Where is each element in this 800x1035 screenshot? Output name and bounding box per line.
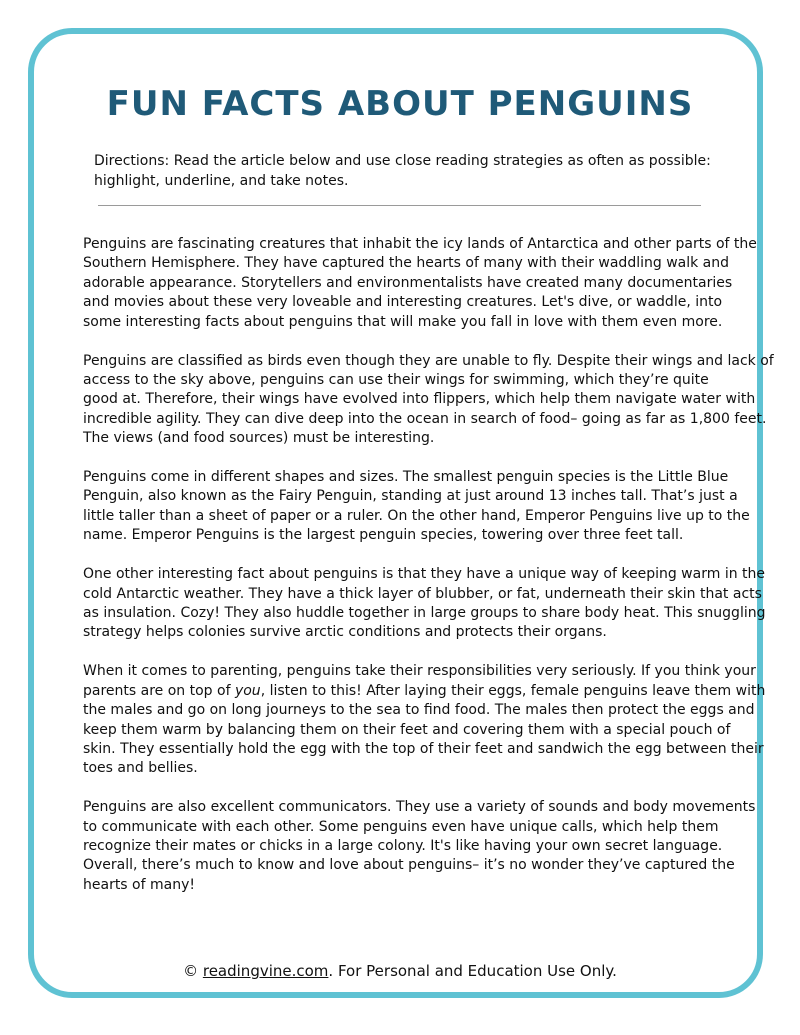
- article-body: [83, 235, 774, 915]
- text-line: incredible agility. They can dive deep into the ocean in search of food– going as far as 1,800 feet.: [83, 410, 767, 427]
- text-line: strategy helps colonies survive arctic conditions and protects their organs.: [83, 624, 607, 641]
- text-line: Penguins are classified as birds even though they are unable to fly. Despite their wings and lack of: [83, 352, 774, 369]
- text-line: some interesting facts about penguins that will make you fall in love with them even more.: [83, 313, 723, 330]
- text-line: The views (and food sources) must be interesting.: [83, 430, 435, 447]
- page-title: FUN FACTS ABOUT PENGUINS: [106, 84, 694, 124]
- text-line: Penguins are fascinating creatures that inhabit the icy lands of Antarctica and other parts of the: [83, 236, 757, 252]
- text-line: keep them warm by balancing them on their feet and covering them with a special pouch of: [83, 721, 731, 738]
- text-line: Penguins are also excellent communicators. They use a variety of sounds and body movements: [83, 799, 756, 816]
- paragraph-sizes: [83, 468, 750, 546]
- text-line: cold Antarctic weather. They have a thick layer of blubber, or fat, underneath their skin that acts: [83, 585, 762, 602]
- paragraph-parenting: [83, 662, 766, 778]
- text-line: When it comes to parenting, penguins take their responsibilities very seriously. If you think your: [83, 663, 756, 680]
- directions-text: [94, 151, 714, 191]
- emphasis-you: you: [234, 682, 261, 699]
- paragraph-communication: [83, 798, 756, 895]
- text-line: parents are on top of you, listen to this! After laying their eggs, female penguins leave them with: [83, 682, 766, 699]
- footer-prefix: ©: [183, 962, 203, 980]
- text-line: One other interesting fact about penguins is that they have a unique way of keeping warm in the: [83, 566, 766, 583]
- text-line: as insulation. Cozy! They also huddle together in large groups to share body heat. This snuggling: [83, 605, 766, 621]
- text-line: to communicate with each other. Some penguins even have unique calls, which help them: [83, 818, 719, 835]
- text-line: the males and go on long journeys to the sea to find food. The males then protect the eggs and: [83, 702, 755, 719]
- text-line: skin. They essentially hold the egg with the top of their feet and sandwich the egg between their: [83, 740, 764, 757]
- directions-line: Directions: Read the article below and use close reading strategies as often as possible:: [94, 153, 711, 169]
- footer-copyright: [0, 962, 800, 980]
- text-line: access to the sky above, penguins can use their wings for swimming, which they’re quite: [83, 371, 709, 388]
- paragraph-intro: [83, 235, 757, 332]
- text-line: Overall, there’s much to know and love about penguins– it’s no wonder they’ve captured the: [83, 857, 735, 874]
- text-line: name. Emperor Penguins is the largest penguin species, towering over three feet tall.: [83, 527, 684, 544]
- text-line: and movies about these very loveable and interesting creatures. Let's dive, or waddle, into: [83, 294, 723, 311]
- divider-line: [98, 205, 701, 206]
- text-line: adorable appearance. Storytellers and environmentalists have created many documentaries: [83, 274, 733, 291]
- text-line: toes and bellies.: [83, 760, 198, 777]
- text-line: Penguins come in different shapes and sizes. The smallest penguin species is the Little Blue: [83, 469, 729, 486]
- text-line: hearts of many!: [83, 876, 195, 893]
- text-line: Southern Hemisphere. They have captured the hearts of many with their waddling walk and: [83, 255, 730, 272]
- directions-line: highlight, underline, and take notes.: [94, 173, 349, 189]
- text-line: good at. Therefore, their wings have evolved into flippers, which help them navigate water with: [83, 391, 756, 408]
- footer-suffix: . For Personal and Education Use Only.: [328, 962, 617, 980]
- paragraph-flight: [83, 352, 774, 449]
- footer-link[interactable]: readingvine.com: [202, 962, 329, 980]
- text-line: recognize their mates or chicks in a large colony. It's like having your own secret language.: [83, 838, 723, 855]
- paragraph-warmth: [83, 565, 766, 643]
- text-line: Penguin, also known as the Fairy Penguin, standing at just around 13 inches tall. That’s just a: [83, 488, 738, 505]
- text-line: little taller than a sheet of paper or a ruler. On the other hand, Emperor Penguins live up to the: [83, 507, 750, 524]
